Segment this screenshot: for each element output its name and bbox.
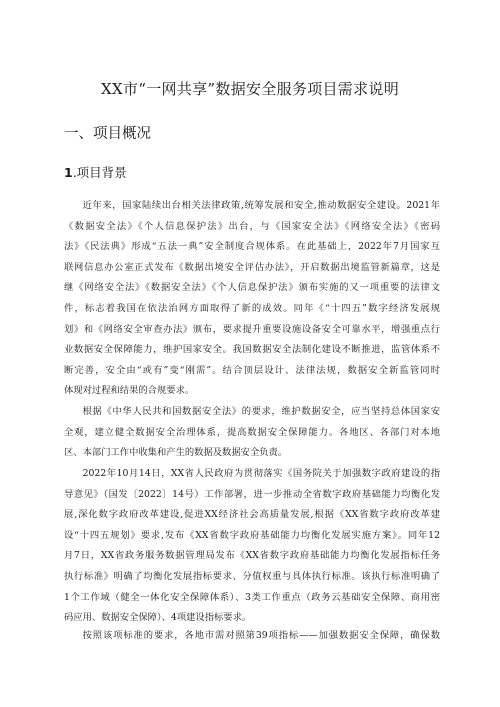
text-line: 展,深化数字政府改革建设,促进XX经济社会高质量发展,根据《XX省数字政府改革建 — [64, 509, 440, 521]
text-line: 继《网络安全法》《数据安全法》《个人信息保护法》颁布实施的又一项重要的法律文 — [64, 282, 440, 294]
subsection-heading — [64, 163, 127, 181]
text-line: 按照该项标准的要求，各地市需对照第39项指标——加强数据安全保障，确保数 — [82, 630, 440, 641]
paragraph-1 — [64, 196, 440, 402]
text-line: 码应用、数据安全保障）、4项建设指标要求。 — [64, 612, 252, 624]
paragraph-2 — [64, 402, 440, 464]
text-line: 2022年10月14日，XX省人民政府为贯彻落实《国务院关于加强数字政府建设的指 — [82, 468, 440, 479]
paragraph-4 — [64, 626, 440, 647]
paragraph-3 — [64, 464, 440, 629]
text-line: 联网信息办公室正式发布《数据出境安全评估办法》，开启数据出境监管新篇章，这是 — [64, 261, 440, 273]
text-line: 划》和《网络安全审查办法》颁布，要求提升重要设施设备安全可靠水平，增强重点行 — [64, 323, 440, 335]
subsection-number: 1 — [64, 165, 73, 180]
text-line: 执行标准》明确了均衡化发展指标要求、分值权重与具体执行标准。该执行标准明确了 — [64, 570, 440, 582]
text-line: 根据《中华人民共和国数据安全法》的要求，维护数据安全，应当坚持总体国家安 — [82, 406, 440, 417]
text-line: 区、本部门工作中收集和产生的数据及数据安全负责。 — [64, 447, 288, 459]
text-line: 法》《民法典》形成“五法一典”安全制度合规体系。在此基础上，2022年7月国家互 — [64, 241, 440, 253]
text-line: 导意见》（国发〔2022〕14号）工作部署，进一步推动全省数字政府基础能力均衡化发 — [64, 488, 440, 500]
text-line: 1个工作域（健全一体化安全保障体系）、3类工作重点（政务云基础安全保障、商用密 — [64, 591, 440, 603]
text-line: 月7日，XX省政务服务数据管理局发布《XX省数字政府基础能力均衡化发展指标任务 — [64, 550, 440, 562]
text-line: 体现对过程和结果的合规要求。 — [64, 385, 195, 397]
section-heading: 一、项目概况 — [64, 126, 151, 142]
subsection-title: .项目背景 — [72, 165, 127, 180]
text-line: 设“十四五规划》要求,发布《XX省数字政府基础能力均衡化发展实施方案》。同年12 — [64, 529, 440, 541]
text-line: 断完善，安全由“或有”变“刚需”。结合顶层设计、法律法规，数据安全新监管同时 — [64, 364, 440, 376]
text-line: 件，标志着我国在依法治网方面取得了新的成效。同年《“十四五”数字经济发展规 — [64, 302, 440, 314]
text-line: 《数据安全法》《个人信息保护法》出台，与《国家安全法》《网络安全法》《密码 — [64, 220, 440, 232]
text-line: 全观，建立健全数据安全治理体系，提高数据安全保障能力。各地区、各部门对本地 — [64, 426, 440, 438]
text-line: 业数据安全保障能力，维护国家安全。我国数据安全法制化建设不断推进，监管体系不 — [64, 344, 440, 356]
text-line: 近年来，国家陆续出台相关法律政策,统筹发展和安全,推动数据安全建设。2021年 — [82, 200, 440, 211]
document-title: XX市“一网共享”数据安全服务项目需求说明 — [101, 80, 399, 98]
